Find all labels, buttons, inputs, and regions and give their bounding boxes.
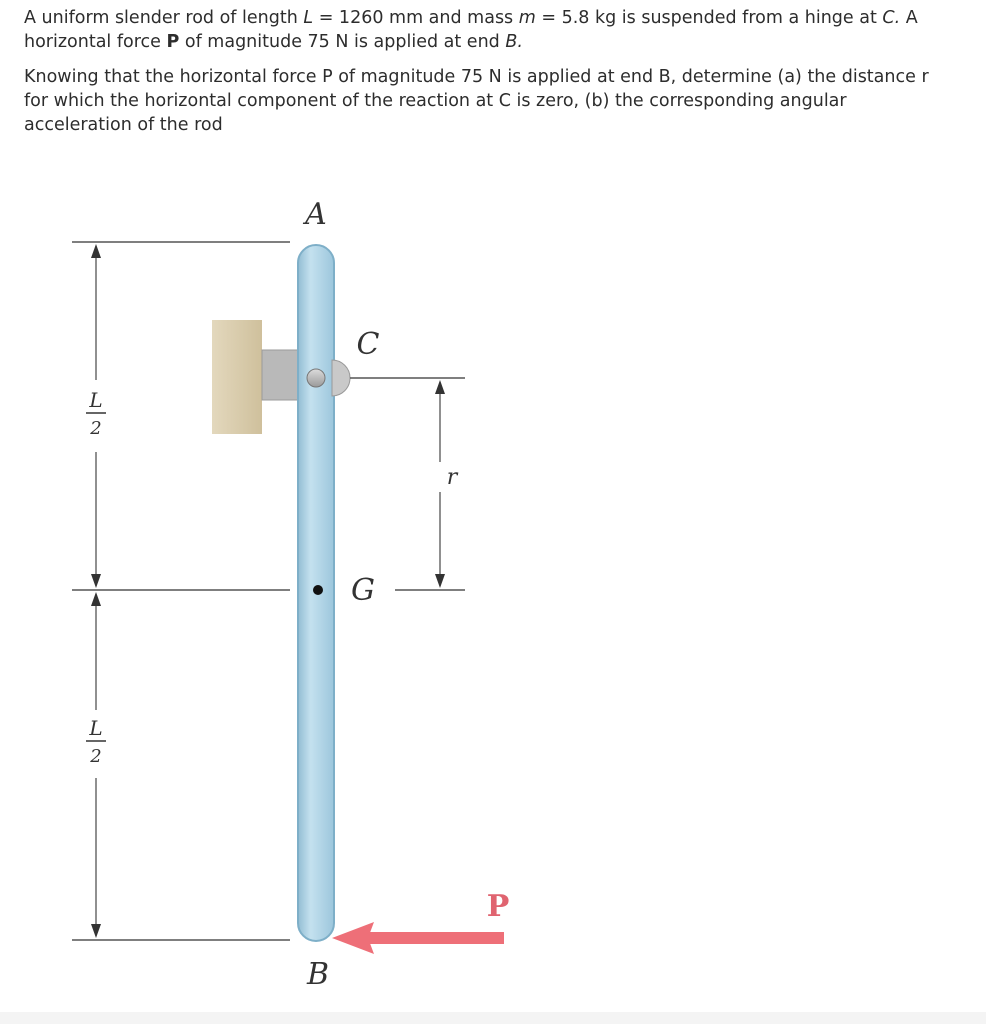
half-length-upper-denominator: 2 [90,418,102,439]
page-bottom-band [0,1012,986,1024]
force-P-arrowhead [332,922,374,954]
para1-text-3: = 5.8 kg is suspended from a hinge at [535,8,883,28]
arrowhead-r-bottom [435,574,445,588]
problem-statement-2: Knowing that the horizontal force P of magnitude 75 N is applied at end B, determine (a) the distance r for which the horizontal component of the reaction at C is zero, (b) the corresponding angular acceleration of the rod [24,67,929,135]
symbol-L: L [303,8,314,28]
force-P-arrow-shaft [362,932,504,944]
label-C: C [356,327,380,362]
arrowhead-upper-top [91,244,101,258]
arrowhead-upper-bottom [91,574,101,588]
label-B: B [306,957,330,992]
para1-text-5: of magnitude 75 N is applied at end [179,32,506,52]
symbol-C: C. [882,8,901,28]
para1-text-1: A uniform slender rod of length [24,8,304,28]
wall-support [212,320,262,434]
para1-text-4: A horizontal force [24,8,918,52]
arrowhead-lower-bottom [91,924,101,938]
arrowhead-lower-top [91,592,101,606]
symbol-P: P [166,32,180,52]
hinge-cap [332,360,350,396]
half-length-lower-denominator: 2 [90,746,102,767]
label-G: G [351,573,375,608]
symbol-B: B. [505,32,523,52]
symbol-m: m [518,8,536,28]
label-P: P [486,889,510,924]
hinge-bracket [262,350,302,400]
label-A: A [305,197,327,232]
half-length-upper-numerator: L [89,388,103,412]
para1-text-2: = 1260 mm and mass [313,8,519,28]
hinge-pin [307,369,325,387]
half-length-lower-numerator: L [89,716,103,740]
label-r: r [446,465,458,490]
arrowhead-r-top [435,380,445,394]
center-of-mass-dot [313,585,323,595]
